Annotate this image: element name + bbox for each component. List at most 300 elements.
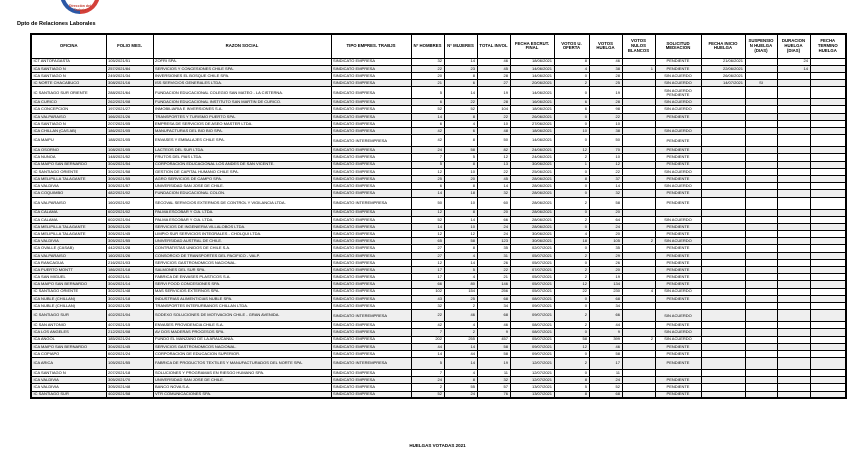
table-cell: 2 — [622, 336, 655, 343]
table-cell: 32 — [589, 190, 622, 197]
table-cell: CONSORCIO DE TRANSPORTES DEL PACIFICO - VALP. — [153, 252, 331, 259]
table-cell — [810, 175, 846, 182]
table-cell: 6 — [444, 128, 477, 135]
table-cell: PENDIENTE — [655, 281, 701, 288]
table-row — [31, 231, 846, 238]
table-cell: 482/2021/02 — [106, 190, 153, 197]
table-row — [31, 343, 846, 350]
table-cell: 08/07/2021 — [510, 329, 554, 336]
table-cell: ICA CURICO — [31, 99, 106, 106]
col-header-votos-huelga: VOTOS HUELGA — [589, 34, 622, 58]
table-cell — [745, 120, 777, 127]
table-cell: ICA MELIPILLA TALAGANTE — [31, 231, 106, 238]
table-cell — [810, 128, 846, 135]
table-cell: 14 — [411, 190, 444, 197]
table-cell: 602/2021/04 — [106, 216, 153, 223]
table-cell: 28 — [589, 99, 622, 106]
table-cell — [810, 161, 846, 168]
col-header-fecha-termino-huelga: FECHA TERMINO HUELGA — [810, 34, 846, 58]
table-cell — [777, 238, 810, 245]
table-cell: 19 — [589, 87, 622, 99]
table-cell — [701, 358, 745, 370]
table-row — [31, 288, 846, 295]
table-cell — [622, 183, 655, 190]
table-cell: 24 — [411, 377, 444, 384]
table-cell: PENDIENTE — [655, 259, 701, 266]
table-cell: 30/06/2021 — [510, 231, 554, 238]
table-cell: 12 — [411, 259, 444, 266]
table-cell — [701, 322, 745, 329]
table-cell: ICA NUBLE (CHILLAN) — [31, 302, 106, 309]
table-cell — [777, 336, 810, 343]
table-cell — [622, 281, 655, 288]
table-cell: 46 — [477, 322, 510, 329]
table-cell: 22 — [444, 99, 477, 106]
table-cell: 2 — [622, 238, 655, 245]
table-cell: ICA CHILLAN (CAS AB) — [31, 128, 106, 135]
table-cell: 22 — [477, 267, 510, 274]
table-cell: BANCO NOVA S.A. — [153, 384, 331, 391]
table-cell: SIN ACUERDO PENDIENTE — [655, 87, 701, 99]
table-cell: 09/07/2021 — [510, 343, 554, 350]
table-cell: SINDICATO INTEREMPRESA — [331, 135, 411, 147]
table-cell: ICA LOS ANGELES — [31, 329, 106, 336]
table-cell: FRUTOS DEL PAIS LTDA. — [153, 154, 331, 161]
table-cell: LIMPIO SUR SERVICIOS INTEGRALES - CHOLQUI LTDA. — [153, 231, 331, 238]
table-cell — [701, 147, 745, 154]
table-cell: 302/2021/58 — [106, 168, 153, 175]
table-cell — [701, 281, 745, 288]
table-cell: 08/07/2021 — [510, 295, 554, 302]
table-cell — [622, 370, 655, 377]
table-cell — [810, 99, 846, 106]
table-cell: ENVASES Y EMBALAJES CHILE SPA. — [153, 135, 331, 147]
table-row — [31, 197, 846, 209]
table-cell — [622, 302, 655, 309]
table-cell: 4 — [444, 274, 477, 281]
table-cell — [810, 190, 846, 197]
table-cell: UNIVERSIDAD SAN JOSE DE CHILE. — [153, 377, 331, 384]
table-cell: 14 — [444, 216, 477, 223]
table-cell — [777, 377, 810, 384]
table-cell: 257/2021/84 — [106, 65, 153, 72]
table-cell — [777, 358, 810, 370]
table-cell: 105/2021/55 — [106, 358, 153, 370]
table-cell: ICA OSORNO — [31, 147, 106, 154]
table-cell: ICA VALDIVIA — [31, 377, 106, 384]
table-cell: 38 — [589, 128, 622, 135]
table-cell: GESTION DE CAPITAL HUMANO CHILE SPA. — [153, 168, 331, 175]
table-cell: 82 — [477, 147, 510, 154]
table-cell — [622, 329, 655, 336]
table-cell: SINDICATO EMPRESA — [331, 238, 411, 245]
table-cell: 305/2021/55 — [106, 238, 153, 245]
table-cell: SIN ACUERDO — [655, 288, 701, 295]
table-cell: 66 — [477, 216, 510, 223]
table-cell — [810, 302, 846, 309]
table-cell: SIN ACUERDO — [655, 336, 701, 343]
table-cell: 45 — [477, 175, 510, 182]
table-cell: SINDICATO EMPRESA — [331, 161, 411, 168]
table-row — [31, 106, 846, 113]
table-cell — [622, 87, 655, 99]
table-cell: ICA MAIPO SAN BERNARDO — [31, 281, 106, 288]
table-cell: 17 — [411, 274, 444, 281]
table-cell — [810, 72, 846, 79]
table-cell — [777, 209, 810, 216]
table-cell: UNIVERSIDAD AUSTRAL DE CHILE. — [153, 238, 331, 245]
table-cell: INVERSIONES EL BOSQUE CHILE SPA. — [153, 72, 331, 79]
table-cell — [810, 168, 846, 175]
col-header-tipo-empres-trabjs: TIPO EMPRES. TRABJS — [331, 34, 411, 58]
table-cell — [777, 281, 810, 288]
table-cell: ICA MELIPILLA TALAGANTE — [31, 175, 106, 182]
table-cell — [777, 274, 810, 281]
table-cell: 1 — [554, 161, 589, 168]
table-cell — [622, 197, 655, 209]
table-cell: 302/2021/25 — [106, 302, 153, 309]
table-cell — [745, 302, 777, 309]
table-cell: 68 — [477, 295, 510, 302]
table-cell: SINDICATO EMPRESA — [331, 216, 411, 223]
table-cell: SINDICATO EMPRESA — [331, 120, 411, 127]
table-cell — [745, 72, 777, 79]
table-cell: 249/2021/34 — [106, 72, 153, 79]
table-cell: 12 — [477, 154, 510, 161]
table-cell: 27/06/2021 — [510, 120, 554, 127]
table-cell — [622, 245, 655, 252]
table-cell — [777, 384, 810, 391]
table-body — [31, 58, 846, 398]
table-cell: 22 — [411, 65, 444, 72]
table-cell: 14 — [777, 65, 810, 72]
table-row — [31, 154, 846, 161]
table-cell — [810, 329, 846, 336]
table-cell: PENDIENTE — [655, 384, 701, 391]
table-cell: 0 — [554, 370, 589, 377]
table-cell — [777, 72, 810, 79]
table-cell: 8 — [444, 377, 477, 384]
table-cell: 68 — [589, 295, 622, 302]
table-cell: ICA SANTIAGO N — [31, 72, 106, 79]
table-cell — [810, 377, 846, 384]
table-cell: ZOFRI SPA. — [153, 58, 331, 65]
table-cell: 22 — [554, 288, 589, 295]
table-cell — [745, 135, 777, 147]
table-cell: SINDICATO EMPRESA — [331, 147, 411, 154]
table-cell: PENDIENTE — [655, 377, 701, 384]
table-cell — [701, 128, 745, 135]
table-cell: 65 — [411, 238, 444, 245]
table-cell: 402/2021/11 — [106, 274, 153, 281]
table-row — [31, 223, 846, 230]
table-cell — [745, 147, 777, 154]
table-cell — [810, 267, 846, 274]
table-cell: ICA MAIPO SAN BERNARDO — [31, 343, 106, 350]
table-cell — [701, 288, 745, 295]
table-cell: EMPRESA DE SERVICIOS DE ASEO MASTER LTDA. — [153, 120, 331, 127]
table-cell: 46 — [444, 310, 477, 322]
table-cell: ICA SANTIAGO N — [31, 370, 106, 377]
table-cell: 8 — [444, 135, 477, 147]
table-cell: 23 — [444, 65, 477, 72]
table-row — [31, 216, 846, 223]
table-cell: ICA OVALLE (CASAB) — [31, 245, 106, 252]
table-cell — [745, 238, 777, 245]
table-cell: 28/06/2021 — [510, 197, 554, 209]
table-row — [31, 391, 846, 398]
table-cell: 288/2021/64 — [106, 87, 153, 99]
table-cell: 308/2021/16 — [106, 80, 153, 87]
table-cell: PENDIENTE — [655, 135, 701, 147]
table-cell — [701, 329, 745, 336]
table-cell: 58 — [589, 350, 622, 357]
table-cell: 12 — [411, 231, 444, 238]
table-cell: 60 — [477, 197, 510, 209]
table-cell: 4 — [554, 65, 589, 72]
table-cell: 32 — [477, 377, 510, 384]
table-cell: ICA VALPARAISO — [31, 197, 106, 209]
table-cell — [701, 175, 745, 182]
table-cell — [701, 336, 745, 343]
table-cell: 24 — [777, 58, 810, 65]
table-cell: 8 — [444, 209, 477, 216]
table-cell: 14 — [444, 358, 477, 370]
table-cell — [777, 391, 810, 398]
table-cell — [622, 113, 655, 120]
table-cell: 102 — [411, 288, 444, 295]
table-cell: 42 — [411, 128, 444, 135]
table-cell: 10 — [444, 223, 477, 230]
table-cell: 76 — [477, 391, 510, 398]
table-cell — [622, 147, 655, 154]
table-cell: PALMA ESCOBAR Y CIA. LTDA. — [153, 209, 331, 216]
table-cell — [622, 190, 655, 197]
table-cell: SECOVAL SERVICIOS EXTERNOS DE CONTROL Y VIGILANCIA LTDA. — [153, 197, 331, 209]
table-cell — [622, 377, 655, 384]
table-cell — [777, 223, 810, 230]
table-cell: SINDICATO EMPRESA — [331, 168, 411, 175]
table-cell — [810, 113, 846, 120]
table-cell: 12/07/2021 — [510, 377, 554, 384]
table-cell: 34 — [477, 302, 510, 309]
table-cell: PENDIENTE — [655, 343, 701, 350]
table-cell: SINDICATO EMPRESA — [331, 391, 411, 398]
table-cell: 212/2021/08 — [106, 329, 153, 336]
table-cell: 0 — [554, 183, 589, 190]
table-cell: 146 — [477, 281, 510, 288]
table-cell: 66 — [411, 281, 444, 288]
table-cell — [745, 252, 777, 259]
table-cell — [622, 252, 655, 259]
table-cell: 4 — [444, 120, 477, 127]
table-cell — [655, 120, 701, 127]
table-cell: 407/2021/15 — [106, 322, 153, 329]
table-cell — [810, 106, 846, 113]
table-cell: INDUSTRIAS ALIMENTICIAS NUBLE SPA. — [153, 295, 331, 302]
table-cell: 0 — [554, 350, 589, 357]
table-cell — [810, 343, 846, 350]
table-cell — [777, 168, 810, 175]
table-cell: 255 — [444, 336, 477, 343]
table-cell — [810, 245, 846, 252]
table-row — [31, 370, 846, 377]
table-cell: 18 — [554, 238, 589, 245]
table-cell: CONTRATISTAS UNIDOS DE CHILE S.A. — [153, 245, 331, 252]
table-cell: 31 — [477, 252, 510, 259]
table-cell: SINDICATO EMPRESA — [331, 175, 411, 182]
table-cell: SINDICATO EMPRESA — [331, 65, 411, 72]
table-cell: PENDIENTE — [655, 65, 701, 72]
table-cell — [777, 302, 810, 309]
table-cell — [745, 370, 777, 377]
table-cell: 80 — [444, 281, 477, 288]
table-cell — [701, 161, 745, 168]
table-cell — [777, 370, 810, 377]
table-cell — [745, 128, 777, 135]
table-cell: 25/06/2021 — [510, 168, 554, 175]
table-cell: 25 — [589, 80, 622, 87]
table-cell: 52 — [589, 384, 622, 391]
table-cell: 6 — [444, 80, 477, 87]
table-cell: 6 — [411, 120, 444, 127]
table-cell: PENDIENTE — [655, 190, 701, 197]
table-cell — [777, 154, 810, 161]
table-cell: 0 — [554, 259, 589, 266]
table-cell — [745, 223, 777, 230]
table-cell: ICA RANCAGUA — [31, 259, 106, 266]
table-cell: 4 — [444, 322, 477, 329]
table-cell: ICA MAIPO SAN BERNARDO — [31, 161, 106, 168]
table-cell: IC SANTIAGO SUR — [31, 310, 106, 322]
table-cell: SINDICATO EMPRESA — [331, 384, 411, 391]
table-cell: 17 — [589, 358, 622, 370]
table-cell — [622, 128, 655, 135]
table-cell — [745, 259, 777, 266]
table-cell: LACTEOS DEL SUR LTDA. — [153, 147, 331, 154]
table-cell — [745, 310, 777, 322]
table-cell: SERVI FOOD CONCESIONES SPA. — [153, 281, 331, 288]
table-cell: 2 — [554, 310, 589, 322]
table-cell — [745, 231, 777, 238]
table-footer-caption: HUELGAS VOTADAS 2021 — [409, 443, 466, 448]
table-cell: 14 — [444, 58, 477, 65]
table-cell: 2 — [554, 154, 589, 161]
table-cell: FABRICA DE PRODUCTOS TEXTILES Y MANUFACTURADOS DEL NORTE SPA. — [153, 358, 331, 370]
table-cell: SIN ACUERDO — [655, 80, 701, 87]
table-cell — [810, 370, 846, 377]
table-cell: 202 — [411, 336, 444, 343]
table-cell: 6 — [411, 99, 444, 106]
table-cell: IC NORTE CHACABUCO — [31, 80, 106, 87]
table-cell — [701, 391, 745, 398]
table-cell: 148/2021/52 — [106, 154, 153, 161]
table-cell: SINDICATO EMPRESA — [331, 259, 411, 266]
table-cell: 302/2021/48 — [106, 288, 153, 295]
table-cell — [701, 384, 745, 391]
table-cell: PENDIENTE — [655, 252, 701, 259]
table-cell — [777, 350, 810, 357]
table-cell: ICA ARICA — [31, 358, 106, 370]
table-cell: 12 — [411, 209, 444, 216]
table-cell: 216/2021/03 — [106, 259, 153, 266]
table-cell: 50 — [411, 197, 444, 209]
table-cell: 13/07/2021 — [510, 391, 554, 398]
table-cell: 26/06/2021 — [701, 72, 745, 79]
table-cell: 304/2021/45 — [106, 343, 153, 350]
table-cell — [622, 384, 655, 391]
table-cell — [701, 99, 745, 106]
table-cell: ICT ANTOFAGASTA — [31, 58, 106, 65]
table-cell: PENDIENTE — [655, 58, 701, 65]
table-cell: ICA VALDIVIA — [31, 384, 106, 391]
table-row — [31, 310, 846, 322]
table-cell — [777, 147, 810, 154]
table-cell: 07/07/2021 — [510, 267, 554, 274]
table-row — [31, 336, 846, 343]
table-cell: 10 — [444, 197, 477, 209]
table-cell — [810, 358, 846, 370]
table-cell: SIN ACUERDO — [655, 329, 701, 336]
table-cell: SODEXO SOLUCIONES DE MOTIVACION CHILE - GRAN AVENIDA. — [153, 310, 331, 322]
table-cell: 28/06/2021 — [510, 190, 554, 197]
table-cell: 38 — [589, 65, 622, 72]
table-cell — [622, 274, 655, 281]
table-row — [31, 190, 846, 197]
table-cell: PENDIENTE — [655, 295, 701, 302]
table-cell: SINDICATO EMPRESA — [331, 231, 411, 238]
table-cell: 26/06/2021 — [510, 113, 554, 120]
table-cell — [810, 252, 846, 259]
col-header-folio-mes: FOLIO MES. — [106, 34, 153, 58]
table-cell: 12 — [589, 161, 622, 168]
table-cell — [745, 322, 777, 329]
table-cell: 6 — [554, 106, 589, 113]
table-cell: 09/07/2021 — [510, 350, 554, 357]
table-cell: 02/07/2021 — [510, 245, 554, 252]
table-cell — [622, 99, 655, 106]
table-cell — [701, 259, 745, 266]
table-cell: CORPORACION EDUCACIONAL LOS ANDES DE SAN VICENTE. — [153, 161, 331, 168]
table-cell — [745, 267, 777, 274]
table-cell — [777, 161, 810, 168]
table-cell: 28 — [477, 99, 510, 106]
table-cell: 19 — [589, 274, 622, 281]
table-cell — [701, 231, 745, 238]
table-cell: SIN ACUERDO — [655, 128, 701, 135]
table-cell — [777, 120, 810, 127]
table-cell: 8 — [444, 72, 477, 79]
table-row — [31, 58, 846, 65]
table-cell — [745, 106, 777, 113]
table-row — [31, 168, 846, 175]
col-header-solicitud-mediacion: SOLICITUD MEDIACION — [655, 34, 701, 58]
table-cell: SINDICATO EMPRESA — [331, 288, 411, 295]
table-cell: SINDICATO EMPRESA — [331, 190, 411, 197]
table-cell: PENDIENTE — [655, 245, 701, 252]
table-cell: 108/2021/05 — [106, 147, 153, 154]
table-cell: MAS SERVICIOS EXTERNOS SPA. — [153, 288, 331, 295]
table-cell — [701, 370, 745, 377]
page-title: Dpto de Relaciones Laborales — [17, 21, 96, 27]
table-cell: 2 — [554, 197, 589, 209]
table-cell — [810, 183, 846, 190]
table-cell: 21 — [477, 274, 510, 281]
table-cell: 20 — [589, 209, 622, 216]
table-header — [31, 34, 846, 58]
table-cell: 05/07/2021 — [510, 259, 554, 266]
table-cell — [622, 295, 655, 302]
